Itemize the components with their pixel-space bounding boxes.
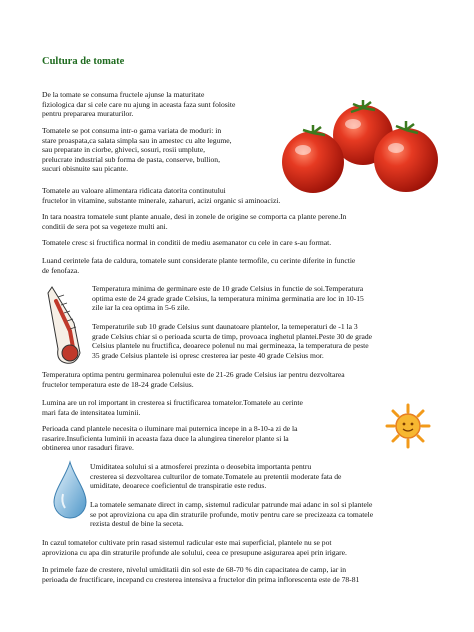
paragraph-annual: In tara noastra tomatele sunt plante anuale, desi in zonele de origine se comporta ca plante perene.In conditii de sera pot sa vegeteze multi ani. [42, 212, 347, 231]
document-title: Cultura de tomate [42, 56, 125, 67]
paragraph-pollen: Temperatura optima pentru germinarea polenului este de 21-26 grade Celsius iar pentru dezvoltarea fructelor temperatura este de 18-24 grade Celsius. [42, 370, 345, 389]
paragraph-heat: Luand cerintele fata de caldura, tomatele sunt considerate plante termofile, cu cerinte diferite in functie de fenofaza. [42, 256, 356, 275]
water-drop-icon [52, 460, 88, 522]
paragraph-humidity: Umiditatea solului si a atmosferei prezinta o deosebita importanta pentru cresterea si dezvoltarea culturilor de tomate.Tomatele au pretentii moderate fata de umiditate, deoarece coeficientul de transpiratie este redus. [90, 462, 342, 491]
sun-icon [385, 403, 431, 449]
paragraph-soil-moisture: In primele faze de crestere, nivelul umiditatii din sol este de 68-70 % din capacitatea de camp, iar in perioada de fructificare, incepand cu cresterea intensiva a fructelor din prima inflorescenta este de 78-81 [42, 565, 360, 584]
paragraph-light: Lumina are un rol important in cresterea si fructificarea tomatelor.Tomatele au cerinte mari fata de intensitatea luminii. [42, 398, 303, 417]
paragraph-consumption: Tomatele se pot consuma intr-o gama variata de moduri: in stare proaspata,ca salata simpla sau in amestec cu alte legume, sau preparate in ciorbe, ghiveci, sosuri, rosii umplute, prelucrate industrial sub forma de pasta, conserve, bullion, sucuri obisnuite sau picante. [42, 126, 232, 174]
paragraph-growth: Tomatele cresc si fructifica normal in conditii de mediu asemanator cu cele in care s-au format. [42, 238, 332, 247]
thermometer-icon [44, 283, 88, 369]
paragraph-illumination: Perioada cand plantele necesita o iluminare mai puternica incepe in a 8-10-a zi de la rasarire.Insuficienta luminii in aceasta faza duce la alungirea tinerelor plante si la obtinerea unor rasaduri firave. [42, 424, 298, 453]
paragraph-intro: De la tomate se consuma fructele ajunse la maturitate fiziologica dar si cele care nu ajung in aceasta faza sunt folosite pentru prepararea muraturilor. [42, 90, 236, 119]
paragraph-direct-seeding: La tomatele semanate direct in camp, sistemul radicular patrunde mai adanc in sol si plantele se pot aproviziona cu apa din straturile profunde, motiv pentru care se precizeaza ca tomatele rezista destul de bine la seceta. [90, 500, 374, 529]
tomatoes-photo [278, 100, 448, 200]
paragraph-temperature-limits: Temperaturile sub 10 grade Celsius sunt daunatoare plantelor, la temeperaturi de -1 la 3 grade Celsius chiar si o perioada scurta de timp, provoaca inghetul plantei.Peste 30 de grade Celsius plantele nu fructifica, deoarece polenul nu mai germineaza, la temperatura de peste 35 grade Celsius plantele isi opresc cresterea iar peste 40 grade Celsius mor. [92, 322, 373, 360]
paragraph-nutrition: Tomatele au valoare alimentara ridicata datorita continutului fructelor in vitamine, substante minerale, zaharuri, acizi organic si aminoacizi. [42, 186, 281, 205]
paragraph-seedlings: In cazul tomatelor cultivate prin rasad sistemul radicular este mai superficial, plantele nu se pot aproviziona cu apa din straturile profunde ale solului, ceea ce presupune asigurarea apei prin irigare. [42, 538, 347, 557]
paragraph-germination: Temperatura minima de germinare este de 10 grade Celsius in functie de soi.Temperatura optima este de 24 grade grade Celsius, la temperatura minima germinatia are loc in 10-15 zile iar la cea optima in 5-6 zile. [92, 284, 364, 313]
